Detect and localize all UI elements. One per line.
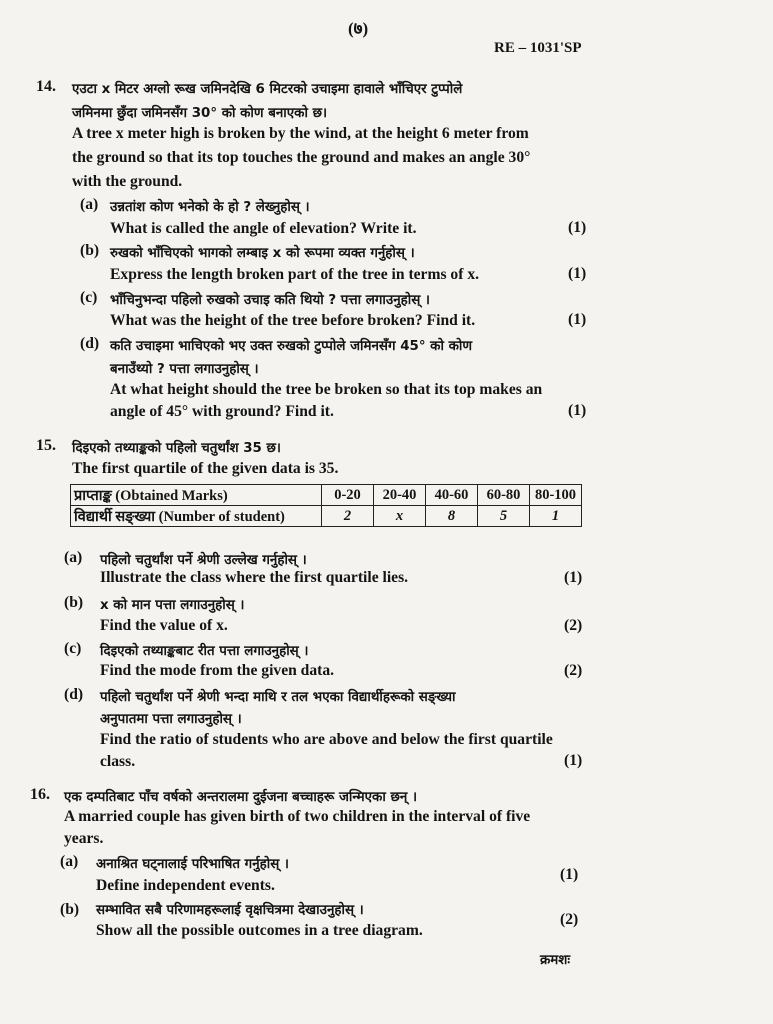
- table-cell: 80-100: [530, 485, 582, 506]
- continued-label: क्रमशः: [540, 953, 571, 968]
- q15-part-d-english-line-1: Find the ratio of students who are above and below the first quartile: [100, 731, 553, 748]
- q15-part-b-label: (b): [64, 594, 84, 611]
- q15-english: The first quartile of the given data is 35.: [72, 460, 339, 477]
- q15-part-c-english: Find the mode from the given data.: [100, 662, 335, 679]
- q14-part-d-english-line-2: angle of 45° with ground? Find it.: [110, 403, 334, 420]
- table-cell: 20-40: [374, 485, 426, 506]
- q14-part-b-english: Express the length broken part of the tree in terms of x.: [110, 266, 480, 283]
- q14-part-d-label: (d): [80, 335, 100, 352]
- q16-english-line-2: years.: [64, 830, 104, 847]
- table-row-header: प्राप्ताङ्क (Obtained Marks): [71, 485, 322, 506]
- q14-english-line-3: with the ground.: [72, 173, 183, 190]
- q14-part-b-marks: (1): [568, 265, 587, 282]
- q14-part-c-marks: (1): [568, 311, 587, 328]
- q15-part-d-label: (d): [64, 686, 84, 703]
- q14-part-c-english: What was the height of the tree before broken? Find it.: [110, 312, 476, 329]
- q14-part-b-nepali: रुखको भाँचिएको भागको लम्बाइ x को रूपमा व्यक्त गर्नुहोस् ।: [110, 246, 415, 261]
- table-cell: 60-80: [478, 485, 530, 506]
- q14-part-d-nepali-line-1: कति उचाइमा भाचिएको भए उक्त रुखको टुप्पोले जमिनसँग 45° को कोण: [110, 339, 473, 354]
- table-row-students: [71, 506, 582, 527]
- table-cell: x: [374, 506, 426, 527]
- table-cell: 8: [426, 506, 478, 527]
- q16-english-line-1: A married couple has given birth of two children in the interval of five: [64, 808, 531, 825]
- table-row-header: विद्यार्थी सङ्ख्या (Number of student): [71, 506, 322, 527]
- q15-nepali: दिइएको तथ्याङ्कको पहिलो चतुर्थांश 35 छ।: [72, 441, 281, 456]
- q15-part-b-nepali: x को मान पत्ता लगाउनुहोस् ।: [100, 598, 245, 613]
- q16-part-b-label: (b): [60, 901, 80, 918]
- table-cell: 1: [530, 506, 582, 527]
- q16-part-b-marks: (2): [560, 911, 579, 928]
- q16-part-a-nepali: अनाश्रित घट्नालाई परिभाषित गर्नुहोस् ।: [96, 857, 289, 872]
- q14-english-line-1: A tree x meter high is broken by the wind, at the height 6 meter from: [72, 125, 529, 142]
- q14-part-a-marks: (1): [568, 219, 587, 236]
- table-cell: 40-60: [426, 485, 478, 506]
- q14-english-line-2: the ground so that its top touches the ground and makes an angle 30°: [72, 149, 531, 166]
- q16-part-b-english: Show all the possible outcomes in a tree diagram.: [96, 922, 423, 939]
- question-number-16: 16.: [30, 786, 50, 803]
- q14-nepali-line-1: एउटा x मिटर अग्लो रूख जमिनदेखि 6 मिटरको उचाइमा हावाले भाँचिएर टुप्पोले: [72, 82, 463, 97]
- q15-part-a-nepali: पहिलो चतुर्थांश पर्ने श्रेणी उल्लेख गर्नुहोस् ।: [100, 553, 307, 568]
- q16-part-b-nepali: सम्भावित सबै परिणामहरूलाई वृक्षचित्रमा देखाउनुहोस् ।: [96, 903, 364, 918]
- q15-part-d-nepali-line-2: अनुपातमा पत्ता लगाउनुहोस् ।: [100, 712, 242, 727]
- q15-part-c-nepali: दिइएको तथ्याङ्कबाट रीत पत्ता लगाउनुहोस् ।: [100, 644, 309, 659]
- question-number-15: 15.: [36, 437, 56, 454]
- q14-part-c-label: (c): [80, 289, 98, 306]
- q14-part-b-label: (b): [80, 242, 100, 259]
- frequency-table: [70, 484, 582, 527]
- q16-part-a-label: (a): [60, 853, 79, 870]
- q14-part-a-nepali: उन्नतांश कोण भनेको के हो ? लेख्नुहोस् ।: [110, 200, 310, 215]
- q14-part-d-english-line-1: At what height should the tree be broken so that its top makes an: [110, 381, 543, 398]
- q15-part-d-nepali-line-1: पहिलो चतुर्थांश पर्ने श्रेणी भन्दा माथि र तल भएका विद्यार्थीहरूको सङ्ख्या: [100, 690, 456, 705]
- q16-nepali: एक दम्पतिबाट पाँच वर्षको अन्तरालमा दुईजना बच्चाहरू जन्मिएका छन् ।: [64, 790, 418, 805]
- q14-nepali-line-2: जमिनमा छुँदा जमिनसँग 30° को कोण बनाएको छ।: [72, 106, 328, 121]
- q14-part-d-marks: (1): [568, 402, 587, 419]
- q15-part-b-marks: (2): [564, 617, 583, 634]
- table-row-marks: [71, 485, 582, 506]
- table-cell: 0-20: [322, 485, 374, 506]
- question-number-14: 14.: [36, 78, 56, 95]
- q15-part-d-english-line-2: class.: [100, 753, 136, 770]
- q14-part-a-english: What is called the angle of elevation? Write it.: [110, 220, 417, 237]
- page-number: (७): [348, 19, 369, 38]
- q16-part-a-english: Define independent events.: [96, 877, 275, 894]
- q14-part-c-nepali: भाँचिनुभन्दा पहिलो रुखको उचाइ कति थियो ? पत्ता लगाउनुहोस् ।: [110, 293, 430, 308]
- q15-part-c-label: (c): [64, 640, 82, 657]
- q15-part-a-marks: (1): [564, 569, 583, 586]
- table-cell: 5: [478, 506, 530, 527]
- q16-part-a-marks: (1): [560, 866, 579, 883]
- q15-part-c-marks: (2): [564, 662, 583, 679]
- exam-code: RE – 1031'SP: [494, 40, 582, 56]
- q14-part-a-label: (a): [80, 196, 99, 213]
- q15-part-a-english: Illustrate the class where the first quartile lies.: [100, 569, 409, 586]
- table-cell: 2: [322, 506, 374, 527]
- q15-part-b-english: Find the value of x.: [100, 617, 228, 634]
- q14-part-d-nepali-line-2: बनाउँथ्यो ? पत्ता लगाउनुहोस् ।: [110, 362, 259, 377]
- q15-part-a-label: (a): [64, 549, 83, 566]
- q15-part-d-marks: (1): [564, 752, 583, 769]
